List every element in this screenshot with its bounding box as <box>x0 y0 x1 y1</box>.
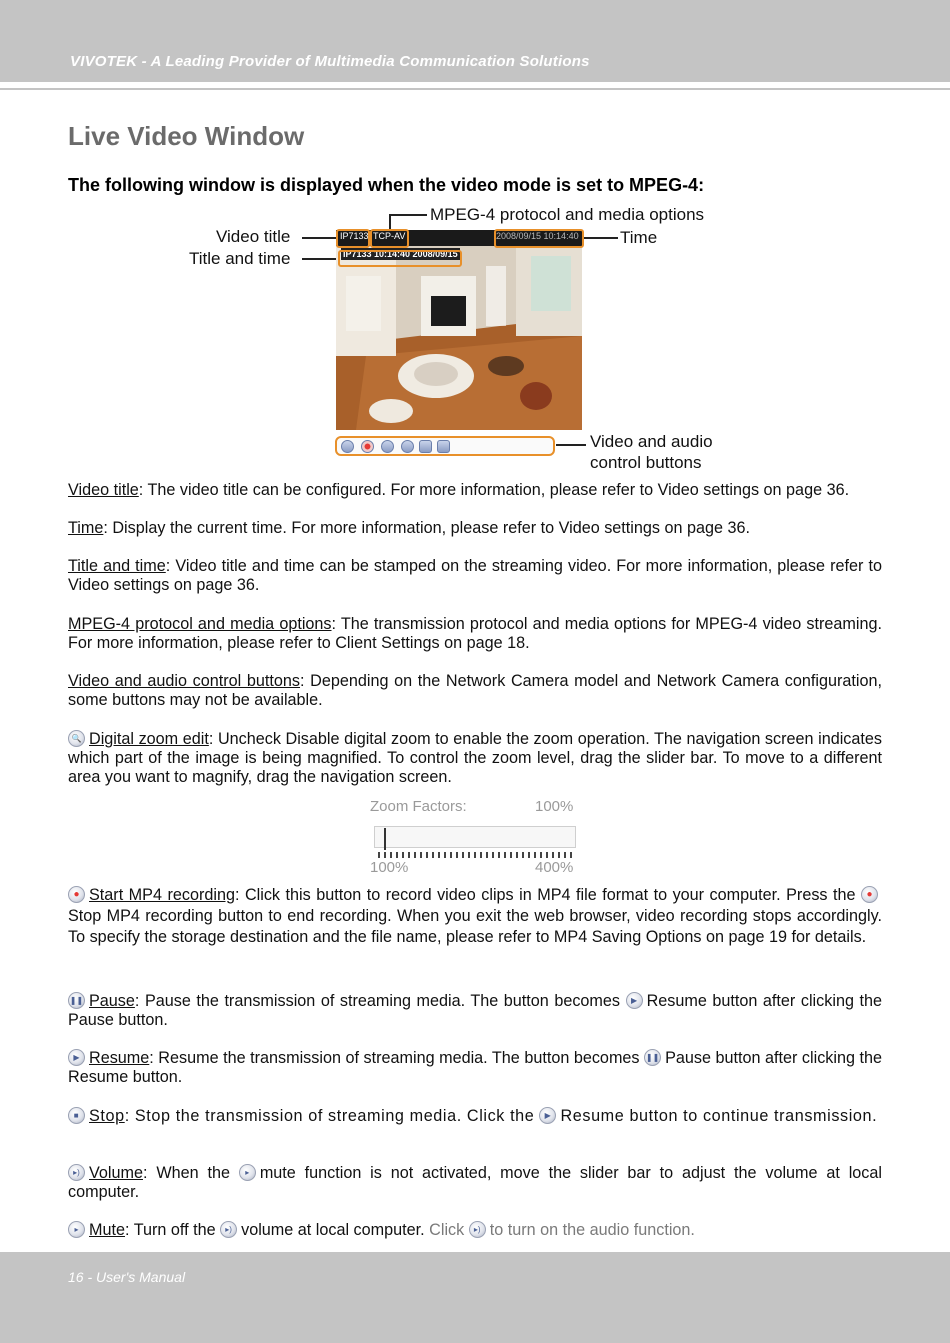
desc-text: : Uncheck Disable digital zoom to enable the zoom operation. The navigation screen indicates which part of the image is being magnified. To control the zoom level, drag the slider bar. To move to a different area you want to magnify, drag the navigation screen. <box>68 730 882 786</box>
desc-mute <box>68 1221 882 1240</box>
viewer-time: 2008/09/15 10:14:40 <box>496 231 579 241</box>
header-text: VIVOTEK - A Leading Provider of Multimedia Communication Solutions <box>70 53 590 70</box>
zoom-ticks <box>378 852 574 858</box>
volume-icon: ▸) <box>220 1221 237 1238</box>
term: Resume <box>89 1049 150 1067</box>
callout-video-title: Video title <box>216 227 291 246</box>
callout-time: Time <box>620 228 658 247</box>
highlight-mpeg4-options <box>370 229 409 248</box>
desc-text: : Resume the transmission of streaming media. The button becomes <box>149 1049 640 1067</box>
callout-line <box>302 258 338 260</box>
term: Video title <box>68 481 139 499</box>
stop-icon: ■ <box>68 1107 85 1124</box>
desc-text: to turn on the audio function. <box>489 1221 695 1239</box>
desc-text: : When the <box>143 1164 230 1182</box>
desc-text: : The transmission protocol and media options for MPEG-4 video streaming. For more information, please refer to Client Settings on page 18. <box>68 615 882 652</box>
play-icon: ▶ <box>539 1107 556 1124</box>
video-stamp: IP7133 10:14:40 2008/09/15 <box>343 249 458 259</box>
callout-line <box>302 237 338 239</box>
desc-mpeg4 <box>68 615 882 653</box>
term: Time <box>68 519 104 537</box>
desc-resume <box>68 1049 882 1087</box>
footer-text: 16 - User's Manual <box>68 1269 186 1285</box>
desc-text: volume at local computer. <box>241 1221 425 1239</box>
callout-controls-line1: Video and audio <box>590 432 713 451</box>
play-icon: ▶ <box>68 1049 85 1066</box>
page-footer <box>0 1252 950 1343</box>
mute-icon: ▸ <box>239 1164 256 1181</box>
mute-icon: ▸ <box>68 1221 85 1238</box>
callout-line <box>390 214 427 216</box>
desc-video-title <box>68 481 882 500</box>
callout-line <box>584 237 618 239</box>
desc-text: mute function is not activated, move the slider bar to adjust the volume at local computer. <box>68 1164 882 1201</box>
page-header <box>0 0 950 82</box>
zoom-current-value: 100% <box>535 798 574 815</box>
highlight-time <box>494 229 584 248</box>
zoom-factor-slider <box>370 798 580 878</box>
desc-text: Pause button after clicking the Resume button. <box>68 1049 883 1086</box>
zoom-slider-thumb[interactable] <box>384 828 386 850</box>
volume-icon: ▸) <box>68 1164 85 1181</box>
desc-text: : Click this button to record video clips in MP4 file format to your computer. Press the <box>234 886 856 904</box>
desc-text: : Video title and time can be stamped on the streaming video. For more information, please refer to Video settings on page 36. <box>68 557 882 594</box>
pause-icon: ❚❚ <box>68 992 85 1009</box>
pause-icon: ❚❚ <box>644 1049 661 1066</box>
desc-text: Resume button after clicking the Pause button. <box>68 992 882 1029</box>
header-divider <box>0 88 950 90</box>
pause-icon[interactable] <box>381 440 394 453</box>
highlight-video-title <box>336 229 370 248</box>
page-title: Live Video Window <box>68 121 305 151</box>
term: Start MP4 recording <box>89 886 235 904</box>
video-control-bar <box>335 436 555 456</box>
desc-text: Stop MP4 recording button to end recording. When you exit the web browser, video recording stops accordingly. To specify the storage destination and the file name, please refer to MP4 Saving Options on page 19 for details. <box>68 907 882 946</box>
desc-text: : Pause the transmission of streaming media. The button becomes <box>134 992 621 1010</box>
term: Video and audio control buttons <box>68 672 301 690</box>
record-icon: ● <box>861 886 878 903</box>
volume-icon[interactable] <box>419 440 432 453</box>
term: Pause <box>89 992 135 1010</box>
stop-icon[interactable] <box>401 440 414 453</box>
callout-title-and-time: Title and time <box>189 249 291 268</box>
term: Volume <box>89 1164 143 1182</box>
term: MPEG-4 protocol and media options <box>68 615 332 633</box>
zoom-max-label: 400% <box>535 859 574 876</box>
audio-on-icon: ▸) <box>469 1221 486 1238</box>
desc-text: : Display the current time. For more information, please refer to Video settings on page 36. <box>103 519 751 537</box>
zoom-icon[interactable] <box>341 440 354 453</box>
desc-text: : The video title can be configured. For more information, please refer to Video settings on page 36. <box>138 481 850 499</box>
viewer-video-title: IP7133 <box>340 231 369 241</box>
desc-text: Resume button to continue transmission. <box>560 1107 878 1125</box>
zoom-icon: 🔍 <box>68 730 85 747</box>
callout-line <box>556 444 586 446</box>
desc-record <box>68 885 882 948</box>
desc-controls <box>68 672 882 710</box>
record-icon[interactable] <box>361 440 374 453</box>
desc-pause <box>68 992 882 1030</box>
video-frame-image <box>336 246 582 430</box>
callout-mpeg4: MPEG-4 protocol and media options <box>430 205 705 224</box>
desc-time <box>68 519 882 538</box>
zoom-slider-track[interactable] <box>374 826 576 848</box>
term: Stop <box>89 1107 125 1125</box>
desc-title-and-time <box>68 557 882 595</box>
viewer-protocol: TCP-AV <box>373 231 406 241</box>
highlight-title-and-time <box>338 250 462 267</box>
desc-volume <box>68 1164 882 1202</box>
zoom-min-label: 100% <box>370 859 409 876</box>
desc-digital-zoom <box>68 730 882 787</box>
desc-text: : Depending on the Network Camera model and Network Camera configuration, some buttons may not be available. <box>68 672 882 709</box>
desc-text: : Turn off the <box>125 1221 216 1239</box>
desc-text: : Stop the transmission of streaming media. Click the <box>124 1107 535 1125</box>
mute-icon[interactable] <box>437 440 450 453</box>
desc-stop <box>68 1107 882 1126</box>
term: Title and time <box>68 557 166 575</box>
record-icon: ● <box>68 886 85 903</box>
term: Digital zoom edit <box>89 730 209 748</box>
callout-controls-line2: control buttons <box>590 453 702 472</box>
play-icon: ▶ <box>626 992 643 1009</box>
zoom-label: Zoom Factors: <box>370 798 467 815</box>
desc-text: Click <box>429 1221 465 1239</box>
section-subtitle: The following window is displayed when the video mode is set to MPEG-4: <box>68 175 705 195</box>
term: Mute <box>89 1221 125 1239</box>
